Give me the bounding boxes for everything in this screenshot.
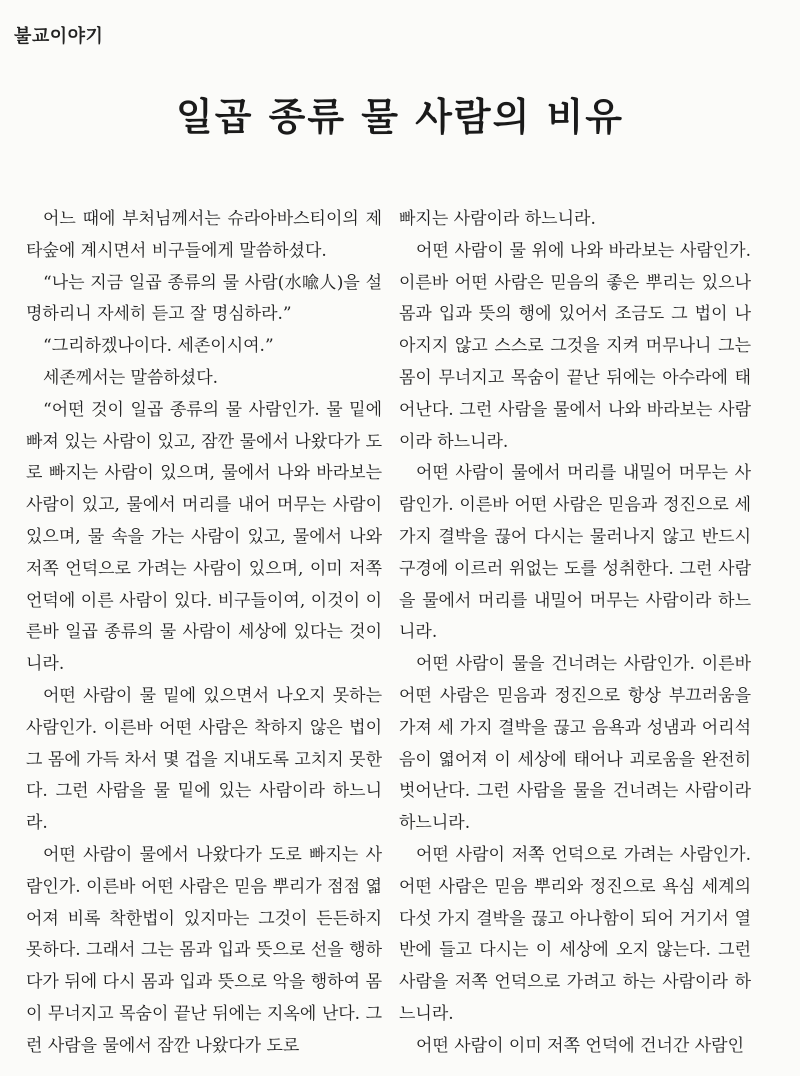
paragraph: “그리하겠나이다. 세존이시여.” — [43, 336, 274, 357]
right-column — [399, 204, 751, 1063]
section-label: 불교이야기 — [14, 26, 104, 47]
paragraph: 어떤 사람이 이미 저쪽 언덕에 건너간 사람인 — [416, 1035, 745, 1056]
paragraph: 어떤 사람이 저쪽 언덕으로 가려는 사람인가. 어떤 사람은 믿음 뿌리와 정진으로 욕심 세계의 다섯 가지 결박을 끊고 아나함이 되어 거기서 열반에 들고 다시는 이 세상에 오지 않는다. 그런 사람을 저쪽 언덕으로 가려고 하는 사람이라 하느니라. — [399, 844, 751, 1024]
paragraph: 어떤 사람이 물 밑에 있으면서 나오지 못하는 사람인가. 이른바 어떤 사람은 착하지 않은 법이 그 몸에 가득 차서 몇 겁을 지내도록 고치지 못한다. 그런 사람을 물 밑에 있는 사람이라 하느니라. — [26, 685, 382, 834]
paragraph: 어떤 사람이 물에서 머리를 내밀어 머무는 사람인가. 이른바 어떤 사람은 믿음과 정진으로 세 가지 결박을 끊어 다시는 물러나지 않고 반드시 구경에 이르러 위없는 도를 성취한다. 그런 사람을 물에서 머리를 내밀어 머무는 사람이라 하느니라. — [399, 463, 751, 643]
paragraph: “나는 지금 일곱 종류의 물 사람(水喩人)을 설명하리니 자세히 듣고 잘 명심하라.” — [26, 272, 382, 325]
paragraph: 어떤 사람이 물을 건너려는 사람인가. 이른바 어떤 사람은 믿음과 정진으로 항상 부끄러움을 가져 세 가지 결박을 끊고 음욕과 성냄과 어리석음이 엷어져 이 세상에 태어나 괴로움을 완전히 벗어난다. 그런 사람을 물을 건너려는 사람이라 하느니라. — [399, 654, 751, 834]
article-title: 일곱 종류 물 사람의 비유 — [176, 95, 624, 139]
paragraph: 어느 때에 부처님께서는 슈라아바스티이의 제타숲에 계시면서 비구들에게 말씀하셨다. — [26, 209, 382, 261]
left-column — [26, 204, 382, 1063]
paragraph-continued: 빠지는 사람이라 하느니라. — [399, 209, 596, 229]
paragraph: “어떤 것이 일곱 종류의 물 사람인가. 물 밑에 빠져 있는 사람이 있고, 잠깐 물에서 나왔다가 도로 빠지는 사람이 있으며, 물에서 나와 바라보는 사람이 있고, 물에서 머리를 내어 머무는 사람이 있으며, 물 속을 가는 사람이 있고, 물에서 나와 저쪽 언덕으로 가려는 사람이 있으며, 이미 저쪽 언덕에 이른 사람이 있다. 비구들이여, 이것이 이른바 일곱 종류의 물 사람이 세상에 있다는 것이니라. — [26, 399, 382, 675]
paragraph: 어떤 사람이 물에서 나왔다가 도로 빠지는 사람인가. 이른바 어떤 사람은 믿음 뿌리가 점점 엷어져 비록 착한법이 있지마는 그것이 든든하지 못하다. 그래서 그는 몸과 입과 뜻으로 선을 행하다가 뒤에 다시 몸과 입과 뜻으로 악을 행하여 몸이 무너지고 목숨이 끝난 뒤에는 지옥에 난다. 그런 사람을 물에서 잠깐 나왔다가 도로 — [26, 844, 382, 1056]
paragraph: 세존께서는 말씀하셨다. — [43, 367, 219, 388]
paragraph: 어떤 사람이 물 위에 나와 바라보는 사람인가. 이른바 어떤 사람은 믿음의 좋은 뿌리는 있으나 몸과 입과 뜻의 행에 있어서 조금도 그 법이 나아지지 않고 스스로 그것을 지켜 머무나니 그는 몸이 무너지고 목숨이 끝난 뒤에는 아수라에 태어난다. 그런 사람을 물에서 나와 바라보는 사람이라 하느니라. — [399, 240, 751, 452]
